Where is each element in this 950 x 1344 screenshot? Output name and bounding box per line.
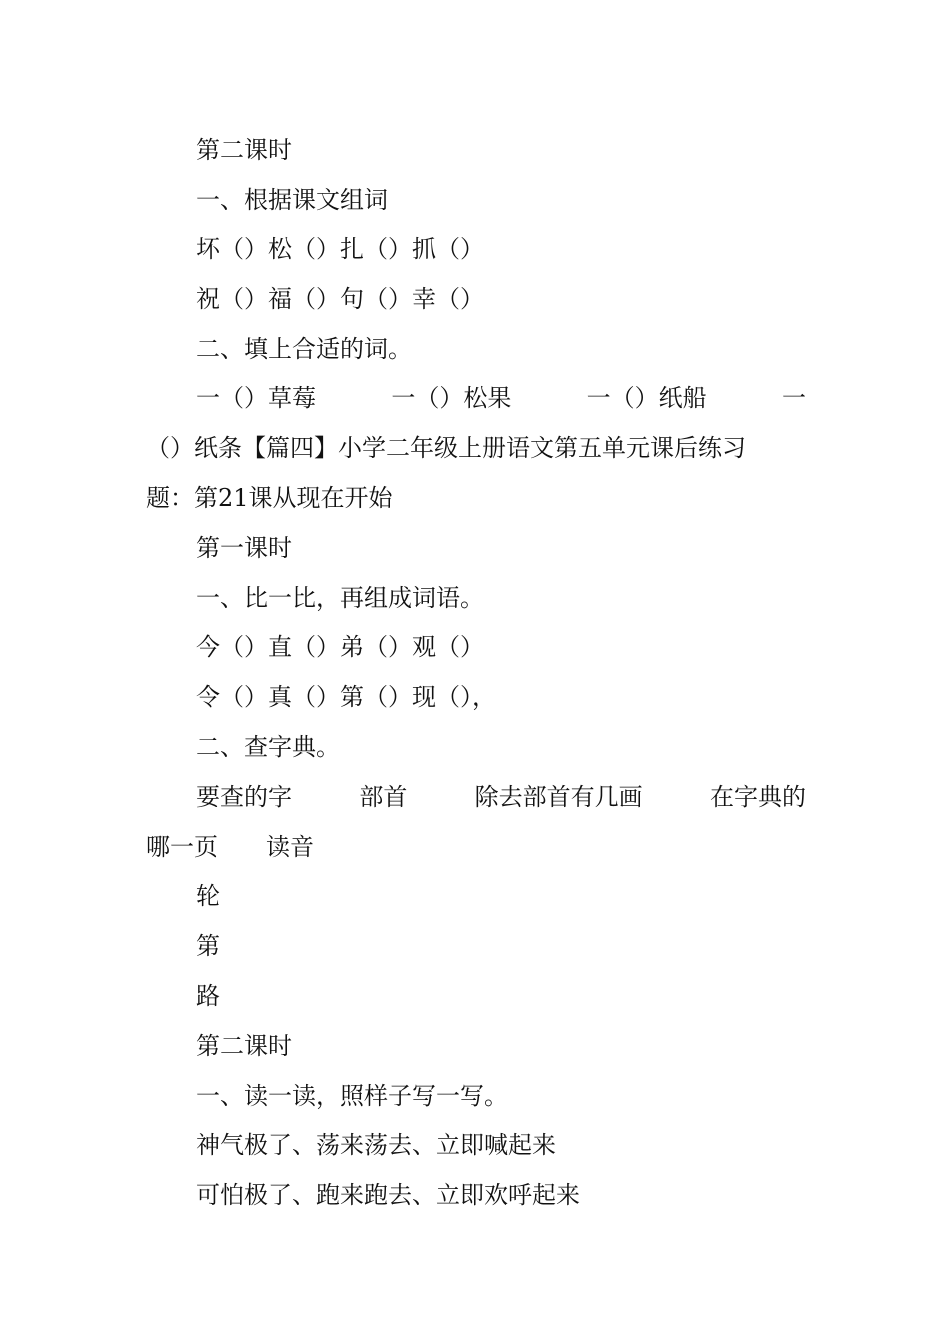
dictionary-char: 轮 <box>196 882 220 910</box>
table-header-cell: 在字典的 <box>709 783 806 811</box>
table-header-cell: 部首 <box>359 783 408 811</box>
fill-item: 一（）纸船 <box>586 384 707 412</box>
exercise-line: 坏（）松（）扎（）抓（） <box>196 235 484 263</box>
dictionary-char: 路 <box>196 982 220 1010</box>
dictionary-table-header <box>196 782 806 812</box>
paragraph-line: 题：第21课从现在开始 <box>146 484 393 512</box>
fill-in-row <box>196 383 806 413</box>
section-title-lesson-2: 第二课时 <box>196 1032 292 1060</box>
fill-item: 一 <box>781 384 806 412</box>
exercise-heading: 一、比一比，再组成词语。 <box>196 584 484 612</box>
table-header-cell: 要查的字 <box>196 783 292 811</box>
dictionary-char: 第 <box>196 932 220 960</box>
exercise-line: 神气极了、荡来荡去、立即喊起来 <box>196 1131 556 1159</box>
exercise-heading: 二、查字典。 <box>196 733 340 761</box>
exercise-line: 令（）真（）第（）现（）， <box>196 683 496 711</box>
fill-item: 一（）草莓 <box>196 384 316 412</box>
section-title-lesson-2: 第二课时 <box>196 136 292 164</box>
table-header-cell: 除去部首有几画 <box>474 783 643 811</box>
fill-item: 一（）松果 <box>391 384 512 412</box>
exercise-heading: 一、根据课文组词 <box>196 186 388 214</box>
section-title-lesson-1: 第一课时 <box>196 534 292 562</box>
exercise-line: 今（）直（）弟（）观（） <box>196 633 484 661</box>
exercise-heading: 一、读一读，照样子写一写。 <box>196 1082 508 1110</box>
exercise-heading: 二、填上合适的词。 <box>196 335 412 363</box>
paragraph-line: （）纸条【篇四】小学二年级上册语文第五单元课后练习 <box>146 434 746 462</box>
exercise-line: 祝（）福（）句（）幸（） <box>196 285 484 313</box>
dictionary-table-header-continued: 哪一页 读音 <box>146 833 314 861</box>
exercise-line: 可怕极了、跑来跑去、立即欢呼起来 <box>196 1181 580 1209</box>
